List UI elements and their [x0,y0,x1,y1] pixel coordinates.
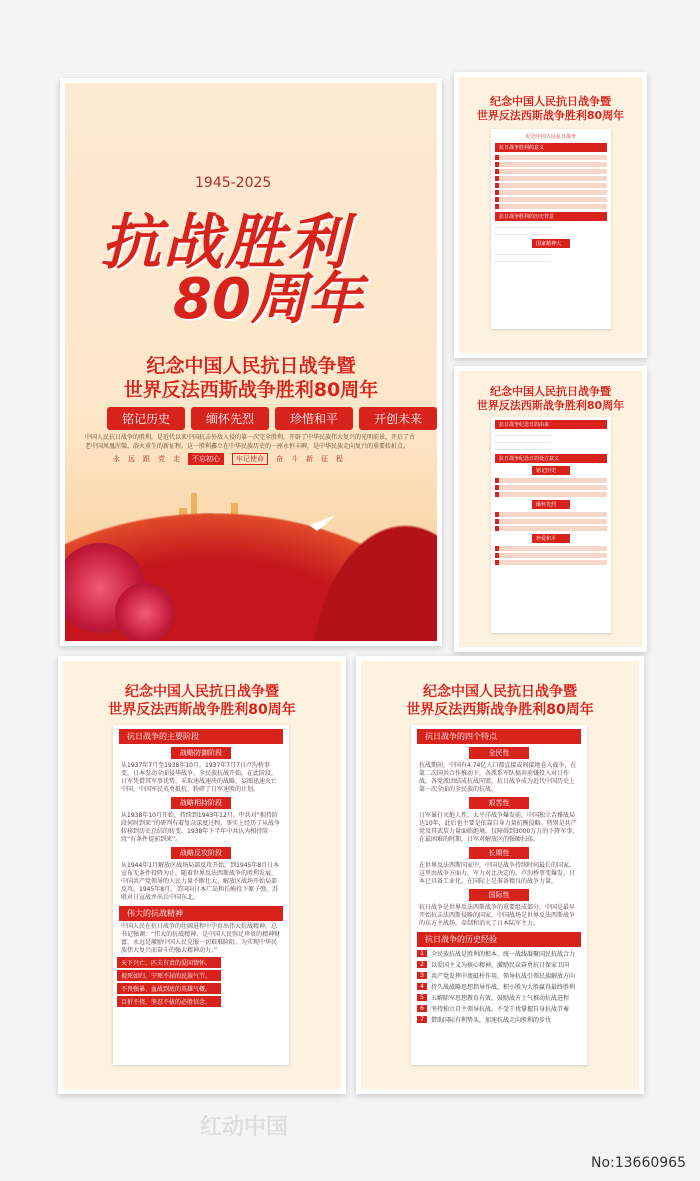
poster-title: 纪念中国人民抗日战争暨 [125,684,279,700]
slogan-char: 程 [336,455,343,463]
trait-text: 日军暴行灭绝人性，太平洋战争爆发前，中国独立苦撑战局达10年，此后也主要是依靠自身力量抗衡侵略。特别是共产党及其武装力量面临绝境，仅障碍到3000万万的下降军事，在最困难的时期，日军对解放区的强硬扫荡。 [419,812,579,843]
trait-text: 在世界反法西斯国家中，中国是战争持续时间最长的国家，这里由战争方面力，军力对比决定的，卢沟桥事变爆发，日本已具备工业化，在国际上是准备精良的战争力量。 [419,862,576,885]
trait-label: 全民性 [469,747,529,759]
stage-label: 战略防御阶段 [171,747,231,759]
list-item: 7 借助国际有利势头，加速抗战走向胜利的步伐 [417,1015,581,1024]
trait-text: 抗日战争是世界反法西斯战争的重要组成部分，中国是最早开始抗击法西斯侵略的国家，中国战场是世界反法西斯战争的东方主战场，牵制和消灭了日本陆军主力。 [419,904,576,927]
list-text: 持久战战略思想指导作战，积小胜为大胜赢得最终胜利 [431,984,576,991]
slogan-char: 征 [321,455,328,463]
slogan-box: 牢记使命 [232,453,268,465]
section-bar: 抗日战争纪念日的由来 [495,420,607,429]
slogan-char: 走 [173,455,180,463]
content-card: 纪念中国人民抗日战争 抗日战争胜利的意义 抗日战争胜利的历史背景 …………………………………… …………………………………… 国家精神大 …………………………………… …………………………………… [491,129,611,329]
stage-text: 从1944年1月解放区战场局部反攻开始，到1945年8月日本宣布无条件投降为止。随着世界反法西斯战争的胜利发展，中国共产党领导的人民力量不断壮大，解放区战场开始局部反攻。1945年8月，美国向日本广岛和长崎投下原子弹，苏联对日宣战并出兵中国东北。 [121,862,280,901]
list-text: 全民族抗战是胜利的根本，统一战线凝聚国民抗战合力 [431,951,576,958]
section-bar: 抗日战争纪念日的设立意义 [495,454,607,463]
sub-bar: 缅怀先烈 [532,500,570,509]
poster-bottom-right [356,656,644,1094]
spirit-pill: 天下兴亡、匹夫有责的爱国情怀。 [117,957,221,968]
slogan-char: 党 [158,455,165,463]
sub-bar: 铭记历史 [532,466,570,475]
slogan-char: 远 [128,455,135,463]
main-paragraph: 中国人民抗日战争的胜利，是近代以来中国抗击外敌入侵的第一次完全胜利，开辟了中华民族伟大复兴的光明前景，开启了古老中国凤凰涅槃、浴火重生的新征程。这一胜利鑫立在中华民族历史的一座永恒丰碑，是中华民族走向复兴的重要转折点。 [85,434,416,450]
slogan-char: 奋 [276,455,283,463]
stage-label: 战略相持阶段 [171,797,231,809]
stage-text: 从1938年10月开始，持续到1943年12月。中共对“相持阶段何时到来”的研判有着复杂深度过程。事实上经历了从战争转移到历史总结的转变。1938年下半年中共认为相持阶段“有条件提前到来”。 [121,812,281,843]
list-item: 3 共产党发挥中流砥柱作用，领导抗战引领民族解放方向 [417,971,581,980]
poster-right-1 [454,72,647,358]
slogan-row [113,453,343,465]
list-item: 4 持久战战略思想指导作战，积小胜为大胜赢得最终胜利 [417,982,581,991]
main-poster [60,78,442,646]
poster-title: 纪念中国人民抗日战争暨 [423,684,577,700]
card-title: 纪念中国人民抗日战争 [525,134,576,140]
poster-bottom-left [58,656,346,1094]
poster-title: 纪念中国人民抗日战争暨 [490,95,611,108]
slogan-char: 新 [306,455,313,463]
tag-row [107,407,437,430]
spirit-pill: 视死如归、宁死不屈的民族气节。 [117,970,221,981]
red-wave [285,483,442,646]
section-bar: 抗日战争胜利的历史背景 [495,212,607,221]
section-bar: 抗日战争的四个特点 [417,729,581,744]
list-text: 共产党发挥中流砥柱作用，领导抗战引领民族解放方向 [431,973,576,980]
trait-label: 长期性 [469,847,529,859]
list-item: 1 全民族抗战是胜利的根本，统一战线凝聚国民抗战合力 [417,949,581,958]
spirit-pill: 不畏强暴、血战到底的英雄气概。 [117,983,221,994]
content-card [411,725,587,1065]
slogan-char: 跟 [143,455,150,463]
year-label: 1945-2025 [195,175,272,191]
list-item: 6 坚持独立自主领导抗战，不受干扰掌握自身抗战节奏 [417,1004,581,1013]
trait-text: 抗战期间，中国有4.74亿人口都直接或间接地卷入战争，在第二次国共合作推动下，各派系军队搞弃前嫌投入对日作战，各党派团结成抗战同盟，抗日战争成为近代中国历史上第一次全面的全民族的抗战。 [419,762,577,793]
poster-right-2 [454,366,647,652]
poster-title: 世界反法西斯战争胜利80周年 [108,702,296,718]
list-text: 以爱国主义为核心精神，激励民众奋勇抗日保家卫国 [431,962,570,969]
trait-label: 国际性 [469,889,529,901]
content-card: 抗日战争纪念日的由来 …………………………………… …………………………………… …………………………………… 抗日战争纪念日的设立意义 铭记历史 缅怀先烈 珍爱和平 [491,417,611,633]
poster-title: 世界反法西斯战争胜利80周年 [476,109,625,122]
section-bar: 抗日战争的主要阶段 [119,729,283,744]
poster-title: 世界反法西斯战争胜利80周年 [406,702,594,718]
list-text: 五解除军思想教育有效，鼓励战方士气推动抗战进程 [431,995,570,1002]
list-item: 2 以爱国主义为核心精神，激励民众奋勇抗日保家卫国 [417,960,581,969]
sub-bar: 国家精神大 [532,239,570,248]
tag: 缅怀先烈 [191,407,269,430]
subtitle-line1: 纪念中国人民抗日战争暨 [146,355,356,377]
trait-label: 艰苦性 [469,797,529,809]
subtitle-line2: 世界反法西斯战争胜利80周年 [123,379,379,401]
stage-text: 从1937年7月至1938年10月。1937年7月7日卢沟桥事变，日本发动全面侵华战争，全民族抗战开始。在此阶段，日军凭借其军事优势，采取速战速决的战略，妄图迅速灭亡中国。中国军民英勇抵抗，粉碎了日军速胜的计划。 [121,762,278,793]
dove-icon [307,513,337,533]
tag: 珍惜和平 [275,407,353,430]
poster-title: 纪念中国人民抗日战争暨 [490,385,611,398]
list-text: 坚持独立自主领导抗战，不受干扰掌握自身抗战节奏 [431,1006,570,1013]
poster-title: 世界反法西斯战争胜利80周年 [476,399,625,412]
section-bar: 抗日战争胜利的意义 [495,143,607,152]
main-title-line2: 80周年 [173,267,363,332]
list-item: 5 五解除军思想教育有效，鼓励战方士气推动抗战进程 [417,993,581,1002]
image-number: No:13660965 [590,1155,686,1171]
sub-bar: 珍爱和平 [532,534,570,543]
content-card [113,725,289,1065]
spirit-text: 中国人民在抗日战争的壮阔进程中孕育出伟大抗战精神，总书记强调：“伟大的抗战精神，是中国人民弥足珍贵的精神财富，永远是激励中国人民克服一切艰难险阻、为实现中华民族伟大复兴而奋斗的强大精神动力。” [121,923,281,954]
stage-label: 战略反攻阶段 [171,847,231,859]
slogan-char: 斗 [291,455,298,463]
slogan-box: 不忘初心 [188,453,224,465]
section-bar: 抗日战争的历史经验 [417,932,581,947]
spirit-pill: 百折不挠、坚忍不拔的必胜信念。 [117,996,221,1007]
logo-watermark: 红动中国 [200,1115,289,1140]
tag: 铭记历史 [107,407,185,430]
main-title-line1: 抗战胜利 [101,208,349,278]
peony-icon [115,583,175,643]
section-bar: 伟大的抗战精神 [119,906,283,921]
tag: 开创未来 [359,407,437,430]
slogan-char: 永 [113,455,120,463]
list-text: 借助国际有利势头，加速抗战走向胜利的步伐 [431,1017,552,1024]
